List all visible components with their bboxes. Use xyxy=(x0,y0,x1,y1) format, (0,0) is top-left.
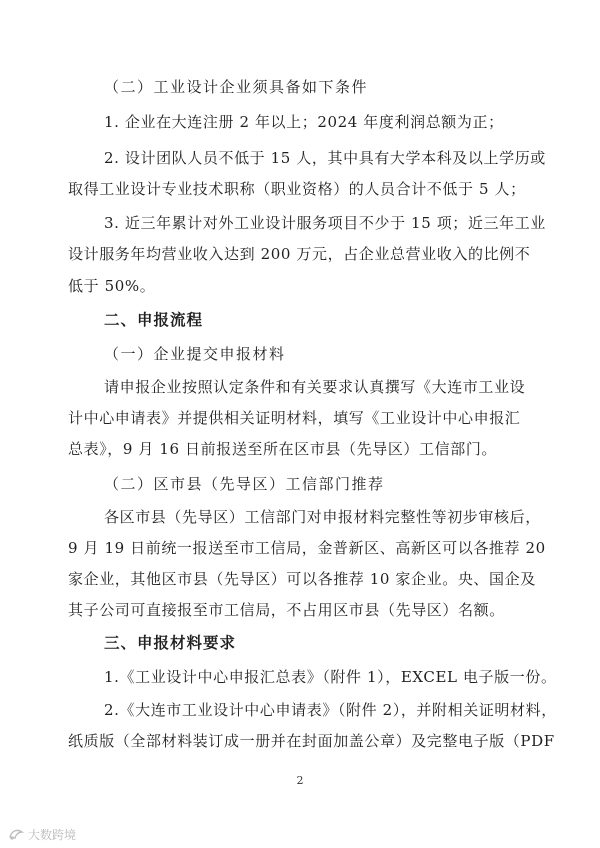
paragraph-line: 其子公司可直接报至市工信局，不占用区市县（先导区）名额。 xyxy=(68,601,505,619)
watermark-logo-icon xyxy=(8,827,24,841)
paragraph-line: 总表》，9 月 16 日前报送至所在区市县（先导区）工信部门。 xyxy=(68,440,498,458)
requirement-line: 2.《大连市工业设计中心申请表》（附件 2），并附相关证明材料， xyxy=(104,701,557,719)
paragraph-line: 计中心申请表》并提供相关证明材料，填写《工业设计中心申报汇 xyxy=(68,409,521,427)
paragraph-line: 各区市县（先导区）工信部门对申报材料完整性等初步审核后， xyxy=(104,508,541,526)
requirement-line: 纸质版（全部材料装订成一册并在封面加盖公章）及完整电子版（PDF xyxy=(68,732,555,750)
paragraph-line: 家企业，其他区市县（先导区）可以各推荐 10 家企业。央、国企及 xyxy=(68,570,536,588)
section-subheading: （二）区市县（先导区）工信部门推荐 xyxy=(104,475,385,493)
condition-line: 取得工业设计专业技术职称（职业资格）的人员合计不低于 5 人； xyxy=(68,180,526,198)
paragraph-line: 9 月 19 日前统一报送至市工信局，金普新区、高新区可以各推荐 20 xyxy=(68,539,546,557)
condition-line: 3. 近三年累计对外工业设计服务项目不少于 15 项；近三年工业 xyxy=(104,214,546,232)
condition-line: 1. 企业在大连注册 2 年以上；2024 年度利润总额为正； xyxy=(104,113,504,131)
watermark xyxy=(8,824,76,844)
condition-line: 设计服务年均营业收入达到 200 万元，占企业总营业收入的比例不 xyxy=(68,245,531,263)
section-subheading: （一）企业提交申报材料 xyxy=(104,345,286,363)
condition-line: 低于 50%。 xyxy=(68,277,156,295)
condition-line: 2. 设计团队人员不低于 15 人，其中具有大学本科及以上学历或 xyxy=(104,149,546,167)
page-number: 2 xyxy=(296,774,304,787)
section-subheading: （二）工业设计企业须具备如下条件 xyxy=(104,78,369,96)
requirement-line: 1.《工业设计中心申报汇总表》（附件 1），EXCEL 电子版一份。 xyxy=(104,668,557,686)
section-heading: 二、申报流程 xyxy=(104,311,204,329)
watermark-text: 大数跨境 xyxy=(28,827,77,842)
paragraph-line: 请申报企业按照认定条件和有关要求认真撰写《大连市工业设 xyxy=(104,378,526,396)
section-heading: 三、申报材料要求 xyxy=(104,634,237,652)
